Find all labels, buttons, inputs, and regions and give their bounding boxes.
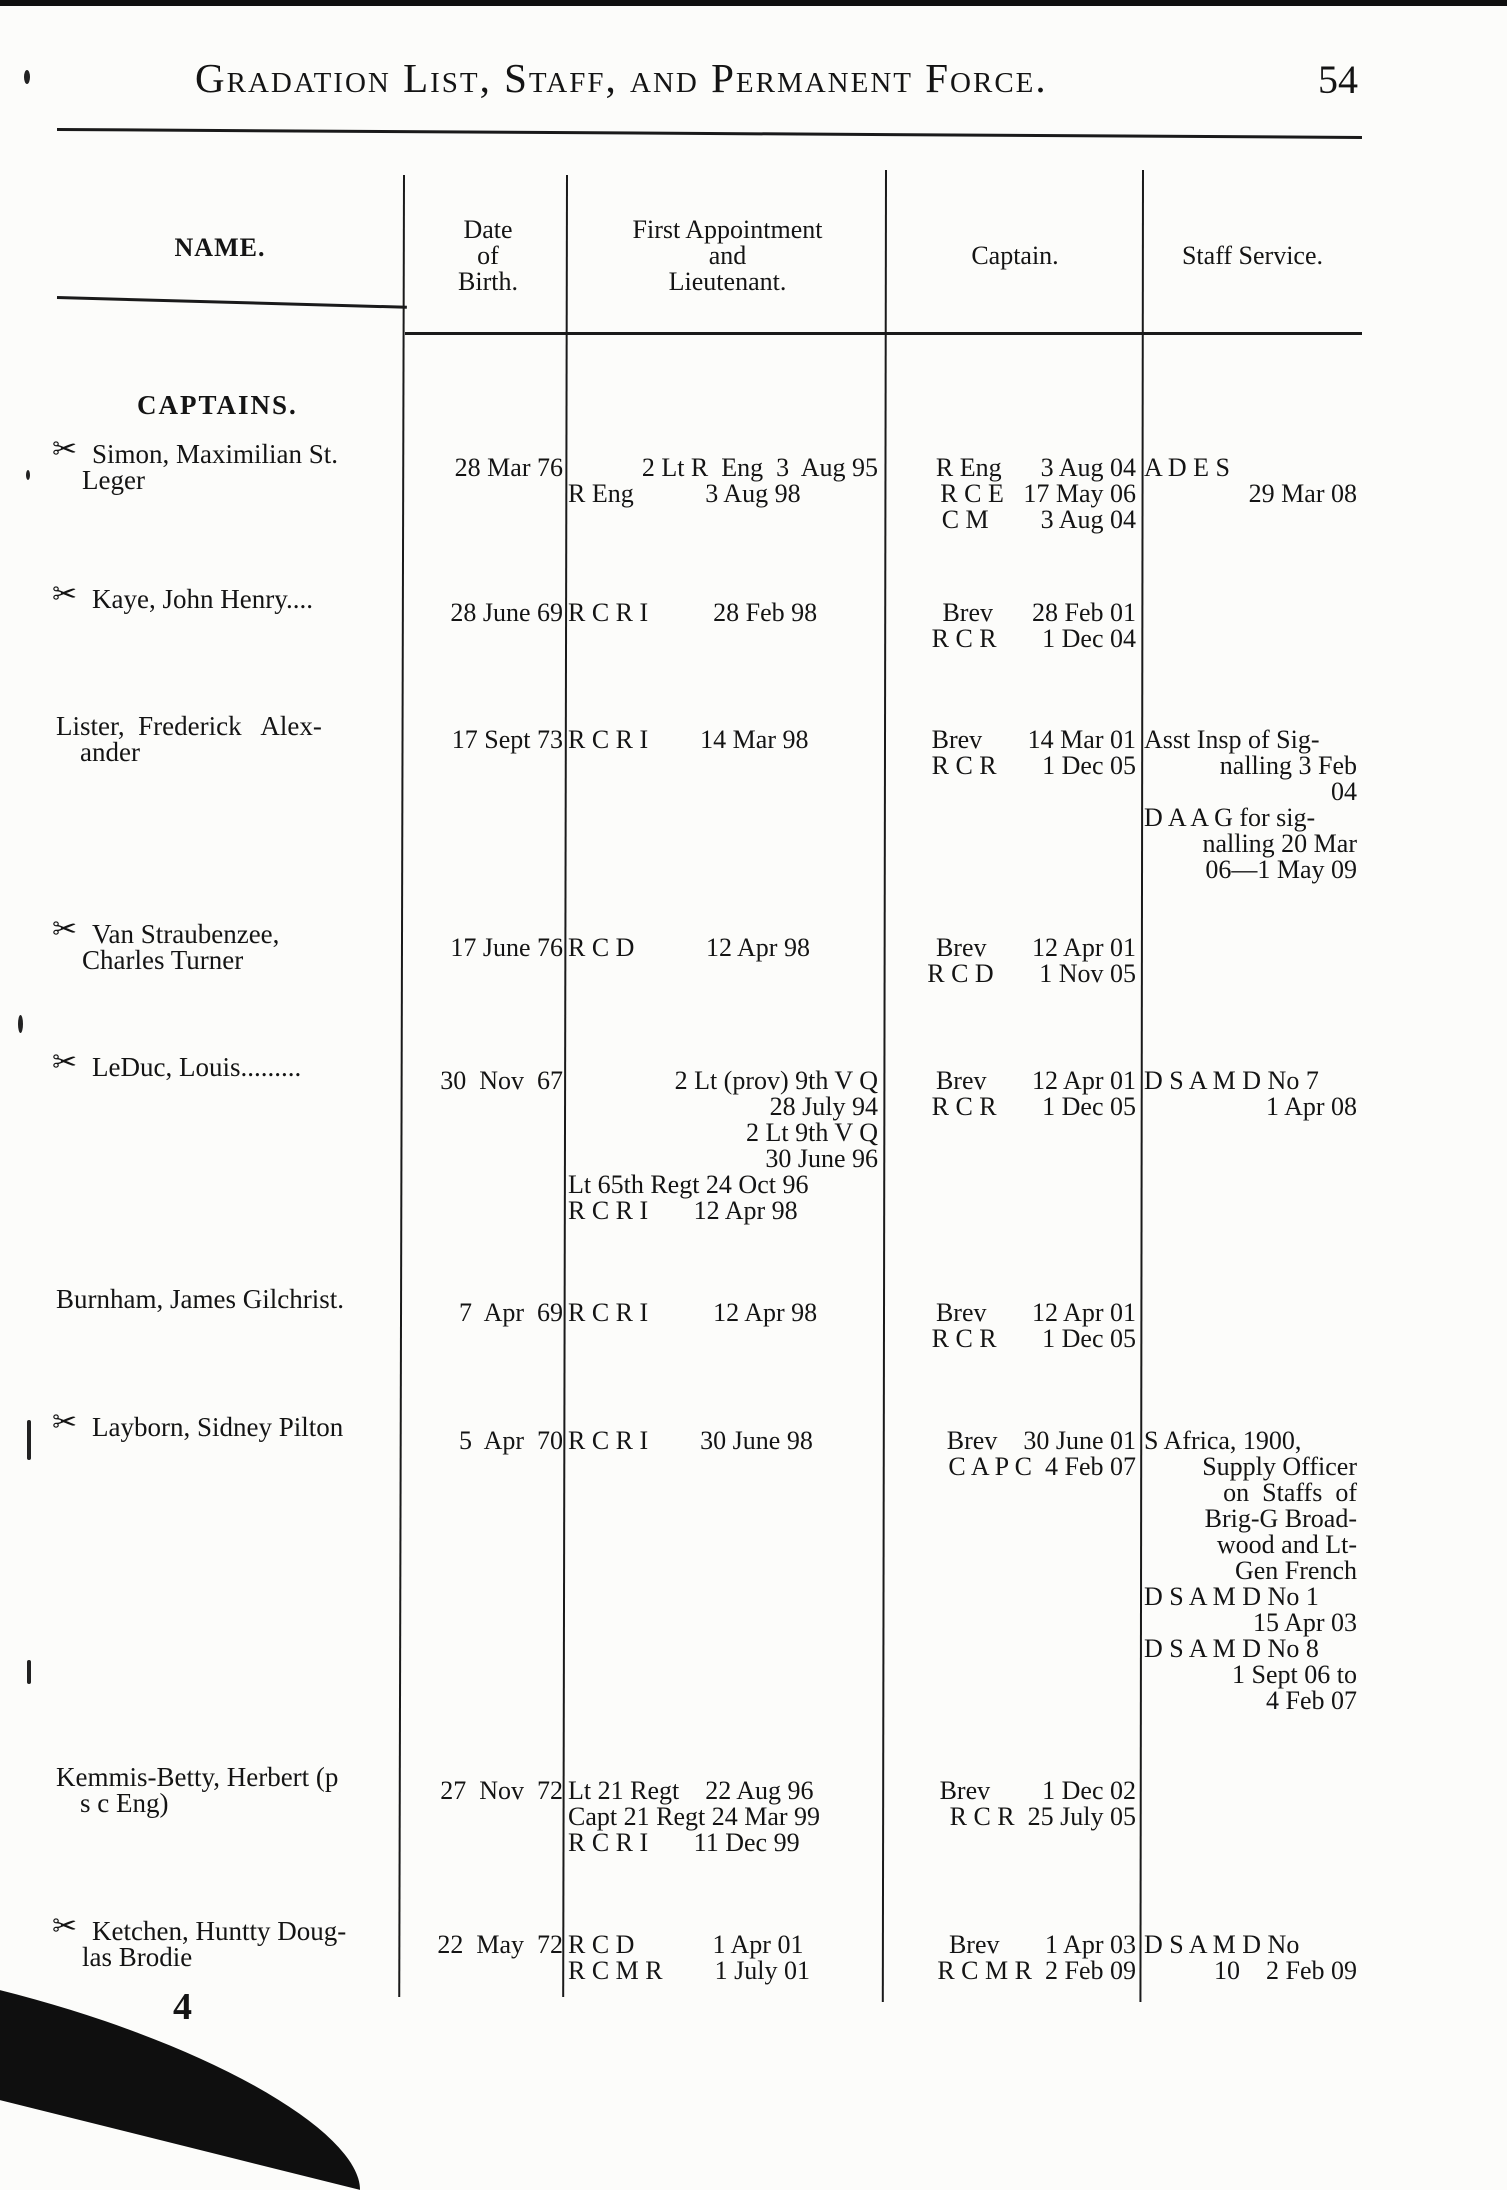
entry-captain: Brev 28 Feb 01 <box>942 598 1136 627</box>
scissors-icon: ✂ <box>52 1045 78 1080</box>
entry-captain: R C M R 2 Feb 09 <box>937 1956 1136 1985</box>
entry-staff-service: 1 Sept 06 to <box>1232 1660 1357 1689</box>
entry-first-appointment: 2 Lt (prov) 9th V Q <box>674 1066 878 1095</box>
entry-staff-service: 04 <box>1331 777 1357 806</box>
entry-name: Van Straubenzee, <box>92 919 280 949</box>
entry-staff-service: D S A M D No <box>1144 1930 1300 1959</box>
column-header-dob-line: of <box>477 241 499 270</box>
entry-first-appointment: R C D 1 Apr 01 <box>568 1930 804 1959</box>
entry-date-of-birth: 27 Nov 72 <box>440 1776 563 1805</box>
entry-name: Ketchen, Huntty Doug- <box>92 1916 347 1946</box>
entry-captain: Brev 12 Apr 01 <box>935 933 1136 962</box>
entry-first-appointment: 30 June 96 <box>765 1144 878 1173</box>
entry-captain: R C R 25 July 05 <box>949 1802 1136 1831</box>
entry-first-appointment: R C R I 12 Apr 98 <box>568 1196 798 1225</box>
column-header-dob-line: Date <box>463 215 513 244</box>
entry-date-of-birth: 5 Apr 70 <box>459 1426 563 1455</box>
entry-name: Leger <box>82 465 145 495</box>
entry-first-appointment: R C R I 14 Mar 98 <box>568 725 809 754</box>
entry-staff-service: D S A M D No 1 <box>1144 1582 1319 1611</box>
column-header-captain: Captain. <box>971 241 1059 270</box>
entry-first-appointment: Lt 65th Regt 24 Oct 96 <box>568 1170 809 1199</box>
entry-first-appointment: R C D 12 Apr 98 <box>568 933 810 962</box>
page-title: Gradation List, Staff, and Permanent Force. <box>195 55 1048 101</box>
scissors-icon: ✂ <box>52 1405 78 1440</box>
scan-speck <box>27 1420 31 1460</box>
entry-name: Charles Turner <box>82 945 244 975</box>
entry-first-appointment: R C R I 11 Dec 99 <box>568 1828 800 1857</box>
entry-captain: R C R 1 Dec 05 <box>931 1092 1136 1121</box>
entry-captain: Brev 1 Apr 03 <box>948 1930 1136 1959</box>
entry-date-of-birth: 17 Sept 73 <box>451 725 563 754</box>
entry-captain: Brev 12 Apr 01 <box>935 1298 1136 1327</box>
entry-name: LeDuc, Louis......... <box>92 1052 302 1082</box>
entry-name: Simon, Maximilian St. <box>92 439 339 469</box>
entry-staff-service: 1 Apr 08 <box>1266 1092 1357 1121</box>
entry-name: Kaye, John Henry.... <box>92 584 313 614</box>
entry-captain: R C R 1 Dec 04 <box>931 624 1136 653</box>
entry-captain: R C D 1 Nov 05 <box>927 959 1136 988</box>
entry-date-of-birth: 22 May 72 <box>437 1930 563 1959</box>
entry-date-of-birth: 28 June 69 <box>450 598 563 627</box>
entry-captain: R C R 1 Dec 05 <box>931 751 1136 780</box>
col-divider-1 <box>398 175 405 1997</box>
entry-captain: Brev 14 Mar 01 <box>931 725 1136 754</box>
column-header-name: NAME. <box>174 233 266 262</box>
entry-first-appointment: R C R I 28 Feb 98 <box>568 598 818 627</box>
column-header-first-appointment <box>570 217 885 295</box>
scissors-icon: ✂ <box>52 432 78 467</box>
entry-first-appointment: R C R I 12 Apr 98 <box>568 1298 818 1327</box>
entry-staff-service: 29 Mar 08 <box>1248 479 1357 508</box>
header-rule-top <box>57 128 1362 139</box>
entry-name: ander <box>80 737 140 767</box>
entry-staff-service: D A A G for sig- <box>1144 803 1316 832</box>
entry-staff-service: A D E S <box>1144 453 1230 482</box>
entry-first-appointment: 28 July 94 <box>769 1092 878 1121</box>
entry-staff-service: D S A M D No 7 <box>1144 1066 1319 1095</box>
entry-staff-service: 15 Apr 03 <box>1253 1608 1357 1637</box>
entry-date-of-birth: 30 Nov 67 <box>440 1066 563 1095</box>
entry-name: las Brodie <box>82 1942 193 1972</box>
entry-date-of-birth: 7 Apr 69 <box>459 1298 563 1327</box>
scissors-icon: ✂ <box>52 1909 78 1944</box>
entry-first-appointment: R C M R 1 July 01 <box>568 1956 810 1985</box>
entry-staff-service: D S A M D No 8 <box>1144 1634 1319 1663</box>
column-header-first-appointment-line: First Appointment <box>632 215 823 244</box>
section-title: CAPTAINS. <box>137 390 298 420</box>
entry-captain: C A P C 4 Feb 07 <box>948 1452 1136 1481</box>
entry-first-appointment: Capt 21 Regt 24 Mar 99 <box>568 1802 821 1831</box>
entry-staff-service: 06—1 May 09 <box>1205 855 1357 884</box>
scan-edge-top <box>0 0 1507 6</box>
entry-staff-service: nalling 3 Feb <box>1219 751 1357 780</box>
signature-mark: 4 <box>173 1986 192 2028</box>
entry-staff-service: Gen French <box>1234 1556 1357 1585</box>
column-header-dob <box>408 217 568 295</box>
scissors-icon: ✂ <box>52 577 78 612</box>
column-header-staff-service: Staff Service. <box>1181 241 1324 270</box>
entry-name: Burnham, James Gilchrist. <box>56 1284 344 1314</box>
entry-staff-service: 10 2 Feb 09 <box>1214 1956 1357 1985</box>
entry-first-appointment: 2 Lt 9th V Q <box>746 1118 878 1147</box>
scan-speck <box>26 470 30 480</box>
entry-first-appointment: Lt 21 Regt 22 Aug 96 <box>568 1776 814 1805</box>
entry-name: s c Eng) <box>80 1788 169 1818</box>
entry-captain: Brev 30 June 01 <box>946 1426 1136 1455</box>
scissors-icon: ✂ <box>52 912 78 947</box>
column-header-first-appointment-line: Lieutenant. <box>668 267 787 296</box>
header-rule-middle-right <box>405 332 1362 335</box>
entry-captain: R Eng 3 Aug 04 <box>935 453 1136 482</box>
entry-name: Kemmis-Betty, Herbert (p <box>56 1762 339 1792</box>
col-divider-3 <box>882 170 887 2002</box>
entry-first-appointment: R Eng 3 Aug 98 <box>568 479 801 508</box>
page-number: 54 <box>1318 57 1358 102</box>
column-header-dob-line: Birth. <box>458 267 518 296</box>
entry-captain: C M 3 Aug 04 <box>941 505 1136 534</box>
entry-first-appointment: R C R I 30 June 98 <box>568 1426 813 1455</box>
entry-staff-service: wood and Lt- <box>1216 1530 1357 1559</box>
entry-staff-service: on Staffs of <box>1223 1478 1357 1507</box>
entry-first-appointment: 2 Lt R Eng 3 Aug 95 <box>641 453 878 482</box>
entry-staff-service: 4 Feb 07 <box>1266 1686 1357 1715</box>
entry-name: Lister, Frederick Alex- <box>56 711 322 741</box>
scan-speck <box>27 1660 31 1684</box>
entry-staff-service: Brig-G Broad- <box>1204 1504 1357 1533</box>
scan-speck <box>24 70 30 84</box>
entry-staff-service: S Africa, 1900, <box>1144 1426 1302 1455</box>
entry-captain: Brev 1 Dec 02 <box>939 1776 1136 1805</box>
entry-name: Layborn, Sidney Pilton <box>92 1412 344 1442</box>
entry-staff-service: Asst Insp of Sig- <box>1144 725 1320 754</box>
scan-speck <box>18 1015 23 1033</box>
entry-captain: R C E 17 May 06 <box>940 479 1136 508</box>
entry-captain: R C R 1 Dec 05 <box>931 1324 1136 1353</box>
column-header-first-appointment-line: and <box>708 241 747 270</box>
entry-staff-service: nalling 20 Mar <box>1202 829 1357 858</box>
entry-date-of-birth: 28 Mar 76 <box>454 453 563 482</box>
header-rule-middle <box>57 296 407 309</box>
entry-staff-service: Supply Officer <box>1202 1452 1357 1481</box>
entry-captain: Brev 12 Apr 01 <box>935 1066 1136 1095</box>
entry-date-of-birth: 17 June 76 <box>450 933 563 962</box>
